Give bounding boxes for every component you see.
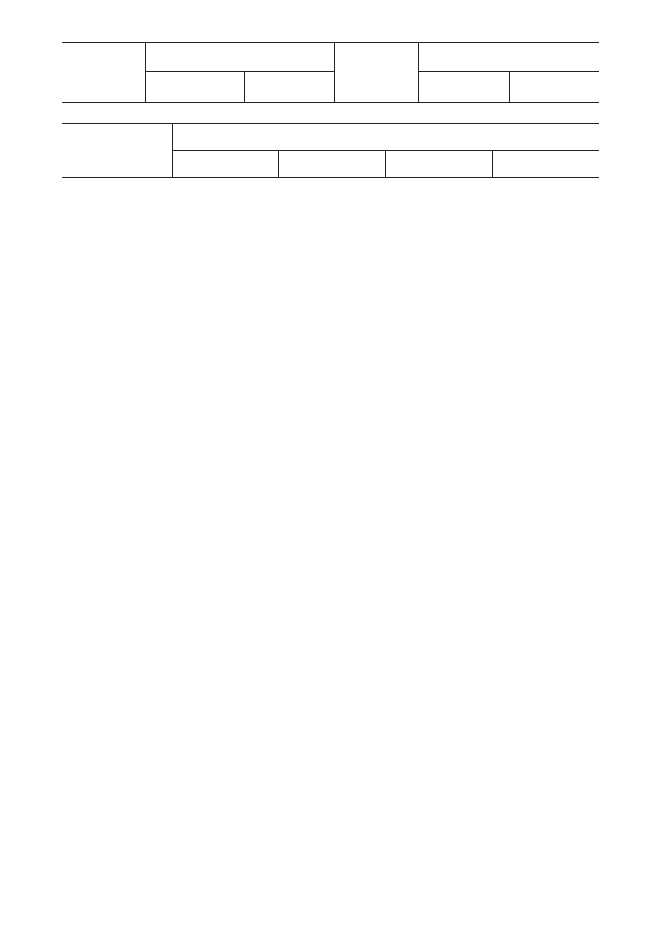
table6-header-col-1 [172, 151, 278, 178]
table5-header-section-2 [335, 43, 418, 103]
table5-header-thickness-1 [145, 72, 244, 103]
table5-header-group-2 [418, 43, 599, 72]
table6-header-col-2 [278, 151, 385, 178]
table5 [62, 42, 599, 103]
table6-header-section [62, 124, 172, 178]
table6-header-col-4 [492, 151, 599, 178]
table5-header-group-1 [145, 43, 335, 72]
table5-header-thickness-2 [418, 72, 509, 103]
table5-header-section-1 [62, 43, 145, 103]
table6-header-col-3 [385, 151, 492, 178]
table6-header-group [172, 124, 599, 151]
table5-header-width-1 [245, 72, 335, 103]
table5-header-width-2 [509, 72, 599, 103]
table6 [62, 123, 599, 178]
